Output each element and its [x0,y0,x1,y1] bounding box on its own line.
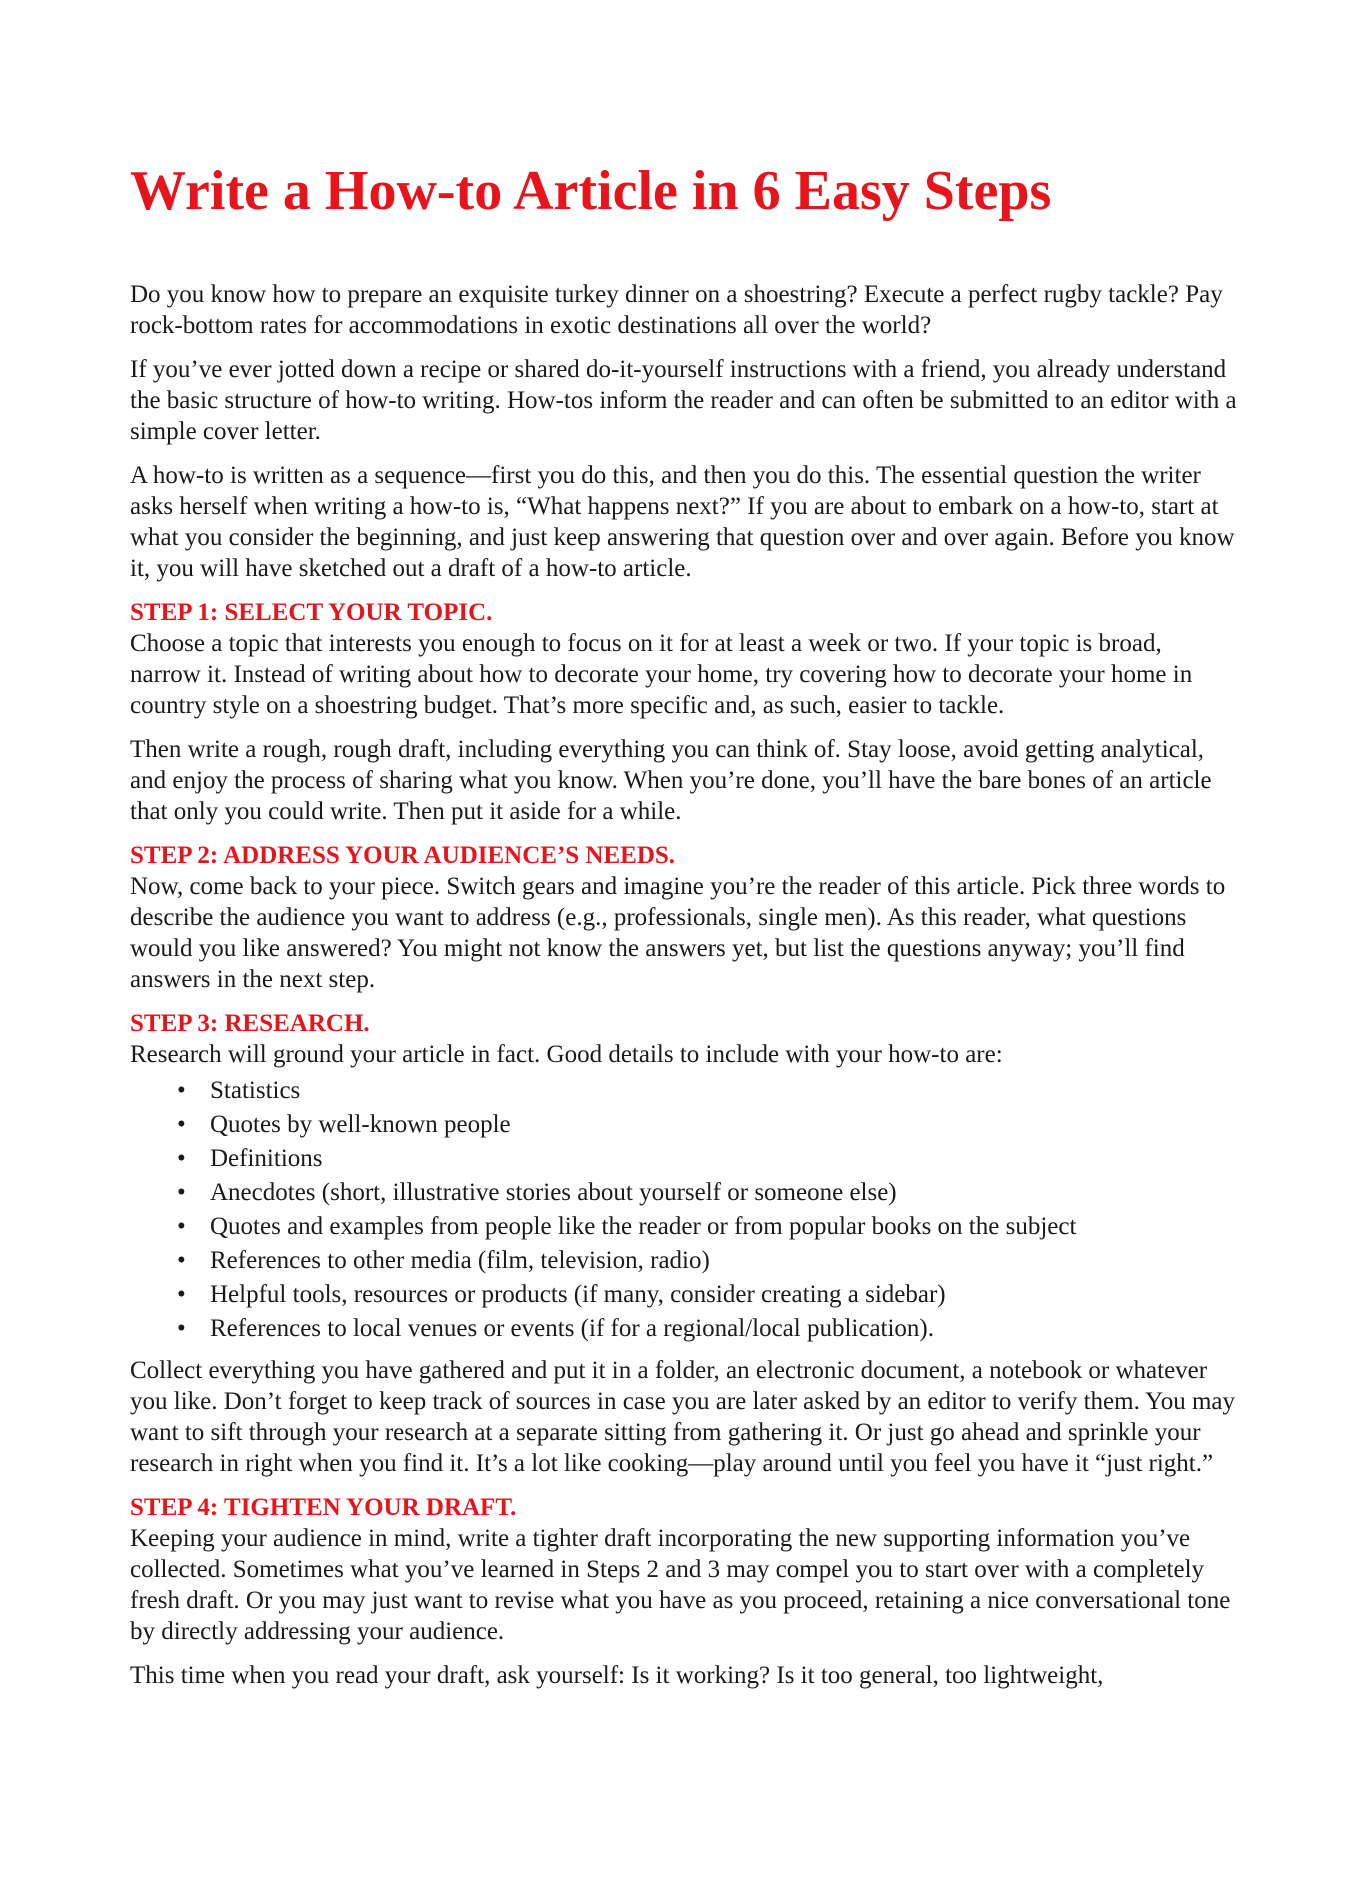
list-item [130,1210,1238,1244]
step-3-heading: STEP 3: RESEARCH. [130,1010,370,1037]
step-4-paragraph: This time when you read your draft, ask yourself: Is it working? Is it too general, too lightweight, [130,1662,1104,1689]
list-item-text: Anecdotes (short, illustrative stories about yourself or someone else) [210,1179,897,1206]
step-2-paragraph: Now, come back to your piece. Switch gears and imagine you’re the reader of this article. Pick three words to describe the audience you want to address (e.g., professionals, single men). As this reader, what questions would you like answered? You might not know the answers yet, but list the questions anyway; you’ll find answers in the next step. [130,873,1226,993]
research-details-list [130,1074,1238,1346]
step-4-heading: STEP 4: TIGHTEN YOUR DRAFT. [130,1494,517,1521]
list-item-text: References to local venues or events (if for a regional/local publication). [210,1315,935,1342]
intro-paragraph: If you’ve ever jotted down a recipe or shared do-it-yourself instructions with a friend, you already understand the basic structure of how-to writing. How-tos inform the reader and can often be submitted to an editor with a simple cover letter. [130,356,1237,445]
step-1-paragraph: Then write a rough, rough draft, including everything you can think of. Stay loose, avoid getting analytical, and enjoy the process of sharing what you know. When you’re done, you’ll have the bare bones of an article that only you could write. Then put it aside for a while. [130,736,1212,825]
list-item [130,1312,1238,1346]
bullet-icon: • [177,1077,186,1104]
list-item-text: Quotes by well-known people [210,1111,511,1138]
intro-paragraph: Do you know how to prepare an exquisite turkey dinner on a shoestring? Execute a perfect rugby tackle? Pay rock-bottom rates for accommodations in exotic destinations all over the world? [130,281,1223,339]
list-item [130,1244,1238,1278]
bullet-icon: • [177,1145,186,1172]
list-item-text: Definitions [210,1145,323,1172]
document-title: Write a How-to Article in 6 Easy Steps [130,160,1052,222]
step-4-paragraph: Keeping your audience in mind, write a tighter draft incorporating the new supporting information you’ve collected. Sometimes what you’ve learned in Steps 2 and 3 may compel you to start over with a completely fresh draft. Or you may just want to revise what you have as you proceed, retaining a nice conversational tone by directly addressing your audience. [130,1525,1231,1645]
list-item [130,1108,1238,1142]
step-3-paragraph: Collect everything you have gathered and put it in a folder, an electronic document, a notebook or whatever you like. Don’t forget to keep track of sources in case you are later asked by an editor to verify them. You may want to sift through your research at a separate sitting from gathering it. Or just go ahead and sprinkle your research in right when you find it. It’s a lot like cooking—play around until you feel you have it “just right.” [130,1357,1236,1477]
bullet-icon: • [177,1315,186,1342]
step-1-paragraph: Choose a topic that interests you enough to focus on it for at least a week or two. If your topic is broad, narrow it. Instead of writing about how to decorate your home, try covering how to decorate your home in country style on a shoestring budget. That’s more specific and, as such, easier to tackle. [130,630,1193,719]
list-item-text: Quotes and examples from people like the reader or from popular books on the subject [210,1213,1077,1240]
list-item [130,1278,1238,1312]
list-item-text: Helpful tools, resources or products (if many, consider creating a sidebar) [210,1281,946,1308]
intro-paragraph: A how-to is written as a sequence—first you do this, and then you do this. The essential question the writer asks herself when writing a how-to is, “What happens next?” If you are about to embark on a how-to, start at what you consider the beginning, and just keep answering that question over and over again. Before you know it, you will have sketched out a draft of a how-to article. [130,462,1235,582]
list-item [130,1074,1238,1108]
list-item [130,1176,1238,1210]
bullet-icon: • [177,1247,186,1274]
step-3-lead: Research will ground your article in fact. Good details to include with your how-to are: [130,1041,1003,1068]
bullet-icon: • [177,1179,186,1206]
bullet-icon: • [177,1213,186,1240]
bullet-icon: • [177,1111,186,1138]
bullet-icon: • [177,1281,186,1308]
step-2-heading: STEP 2: ADDRESS YOUR AUDIENCE’S NEEDS. [130,842,676,869]
list-item-text: Statistics [210,1077,301,1104]
list-item [130,1142,1238,1176]
list-item-text: References to other media (film, television, radio) [210,1247,710,1274]
document-body [130,279,1238,1704]
step-1-heading: STEP 1: SELECT YOUR TOPIC. [130,599,493,626]
